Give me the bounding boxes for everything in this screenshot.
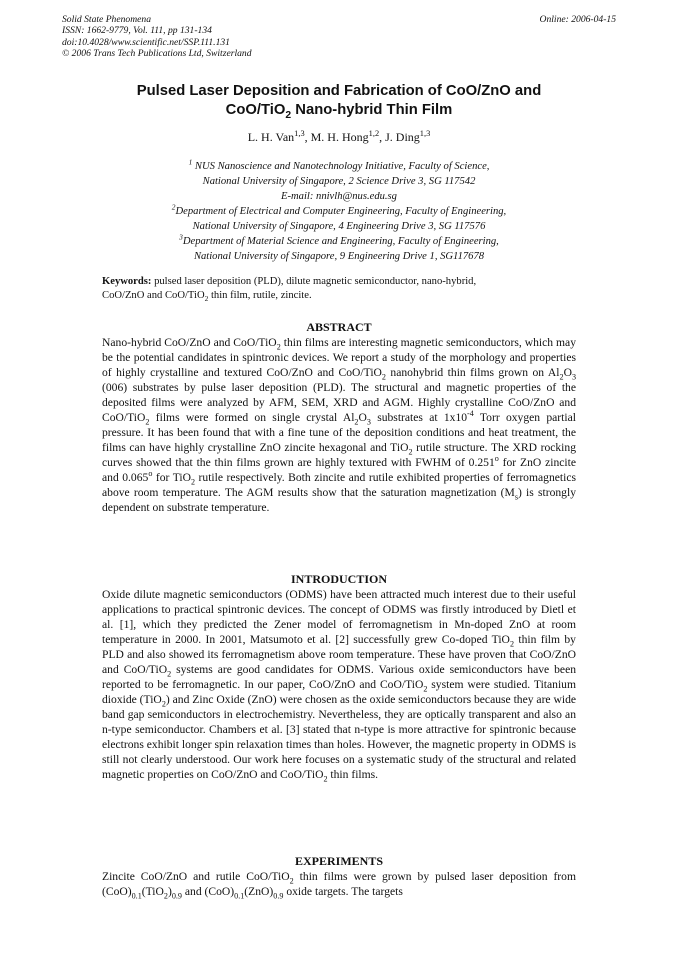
issn-line: ISSN: 1662-9779, Vol. 111, pp 131-134 <box>62 25 212 37</box>
keywords-label: Keywords: <box>102 276 152 287</box>
author-list: L. H. Van$^{1,3}$, M. H. Hong$^{1,2}$, J. Ding$^{1,3}$ <box>247 129 431 144</box>
paper-title <box>62 82 616 120</box>
copyright-line: © 2006 Trans Tech Publications Ltd, Switzerland <box>62 48 252 60</box>
affiliation-2-address: National University of Singapore, 4 Engineering Drive 3, SG 117576 <box>192 221 486 232</box>
doi-line: doi:10.4028/www.scientific.net/SSP.111.131 <box>62 36 230 48</box>
abstract-heading: ABSTRACT <box>306 320 372 334</box>
affiliation-3-address: National University of Singapore, 9 Engineering Drive 1, SG117678 <box>193 251 485 262</box>
journal-header <box>62 14 252 60</box>
author-name: M. H. Hong <box>310 130 369 144</box>
journal-name: Solid State Phenomena <box>62 14 151 25</box>
author-name: L. H. Van <box>247 130 295 144</box>
affiliations <box>62 159 616 264</box>
experiments-heading: EXPERIMENTS <box>294 854 383 868</box>
abstract-text: Nano-hybrid CoO/ZnO and CoO/TiO$_2$ thin films are interesting magnetic semiconductors, which may be the potential candidates in spintronic devices. We report a study of the morphology and properties of highly crystalline and textured CoO/ZnO and CoO/TiO$_2$ nanohybrid thin films grown on $Al_2O_3$ (006) substrates by pulse laser deposition (PLD). The structural and magnetic properties of the deposited films were analyzed by AFM, SEM, XRD and AGM. Highly crystalline CoO/ZnO and CoO/TiO$_2$ films were formed on single crystal $Al_2O_3$ substrates at $1x10^{-4}$ Torr oxygen partial pressure. It has been found that with a fine tune of the deposition conditions and heat treatment, the films can have highly crystalline ZnO zincite hexagonal and TiO$_2$ rutile structure. The XRD rocking curves showed that the thin films grown are highly textured with FWHM of 0.251$^o$ for ZnO zincite and 0.065$^o$ for TiO$_2$ rutile respectively. Both zincite and rutile exhibited properties of ferromagnetics above room temperature. The AGM results show that the saturation magnetization $(M_s)$ is strongly dependent on substrate temperature. <box>102 336 576 514</box>
affiliation-2: $^2$Department of Electrical and Computer Engineering, Faculty of Engineering, <box>171 202 507 217</box>
affiliation-1: $^1$ NUS Nanoscience and Nanotechnology Initiative, Faculty of Science, <box>188 157 490 172</box>
experiments-text: Zincite CoO/ZnO and rutile CoO/TiO$_2$ thin films were grown by pulsed laser deposition from $(CoO)_{0.1}(TiO_2)_{0.9}$ and $(CoO)_{0.1}(ZnO)_{0.9}$ oxide targets. The targets <box>102 870 576 901</box>
online-date: Online: 2006-04-15 <box>539 14 616 25</box>
affiliation-3: $^3$Department of Material Science and Engineering, Faculty of Engineering, <box>179 232 499 247</box>
keywords: Keywords: pulsed laser deposition (PLD), dilute magnetic semiconductor, nano-hybrid, CoO/ZnO and CoO/TiO$_2$ thin film, rutile, zincite. <box>102 276 477 304</box>
contact-email[interactable]: E-mail: nnivlh@nus.edu.sg <box>281 191 397 202</box>
affiliation-1-address: National University of Singapore, 2 Science Drive 3, SG 117542 <box>202 176 476 187</box>
introduction-heading: INTRODUCTION <box>290 572 387 586</box>
introduction-text: Oxide dilute magnetic semiconductors (ODMS) have been attracted much interest due to their useful applications to practical spintronic devices. The concept of ODMS was firstly introduced by Dietl et al. [1], which they predicted the Zener model of ferromagnetism in Mn-doped ZnO at room temperature in 2000. In 2001, Matsumoto et al. [2] successfully grew Co-doped TiO$_2$ thin film by PLD and also showed its ferromagnetism above room temperature. These have proven that CoO/ZnO and CoO/TiO$_2$ systems are good candidates for ODMS. Various oxide semiconductors have been reported to be ferromagnetic. In our paper, CoO/ZnO and CoO/TiO$_2$ system were studied. Titanium dioxide (TiO$_2$) and Zinc Oxide (ZnO) were chosen as the oxide semiconductors because they are wide band gap semiconductors in electrochemistry. Nevertheless, they are optically transparent and also an n-type semiconductor. Chambers et al. [3] stated that n-type is more attractive for spintronic because electrons exhibit longer spin relaxation times than holes. However, the magnetic property in ODMS is still not clearly understood. Our work here focuses on a systematic study of the structural and related magnetic properties on CoO/ZnO and CoO/TiO$_2$ thin films. <box>102 588 577 784</box>
title-line-2: CoO/TiO$_2$ Nano-hybrid Thin Film <box>225 102 453 121</box>
author-name: J. Ding <box>385 130 420 144</box>
title-line-1: Pulsed Laser Deposition and Fabrication of CoO/ZnO and <box>136 83 542 99</box>
